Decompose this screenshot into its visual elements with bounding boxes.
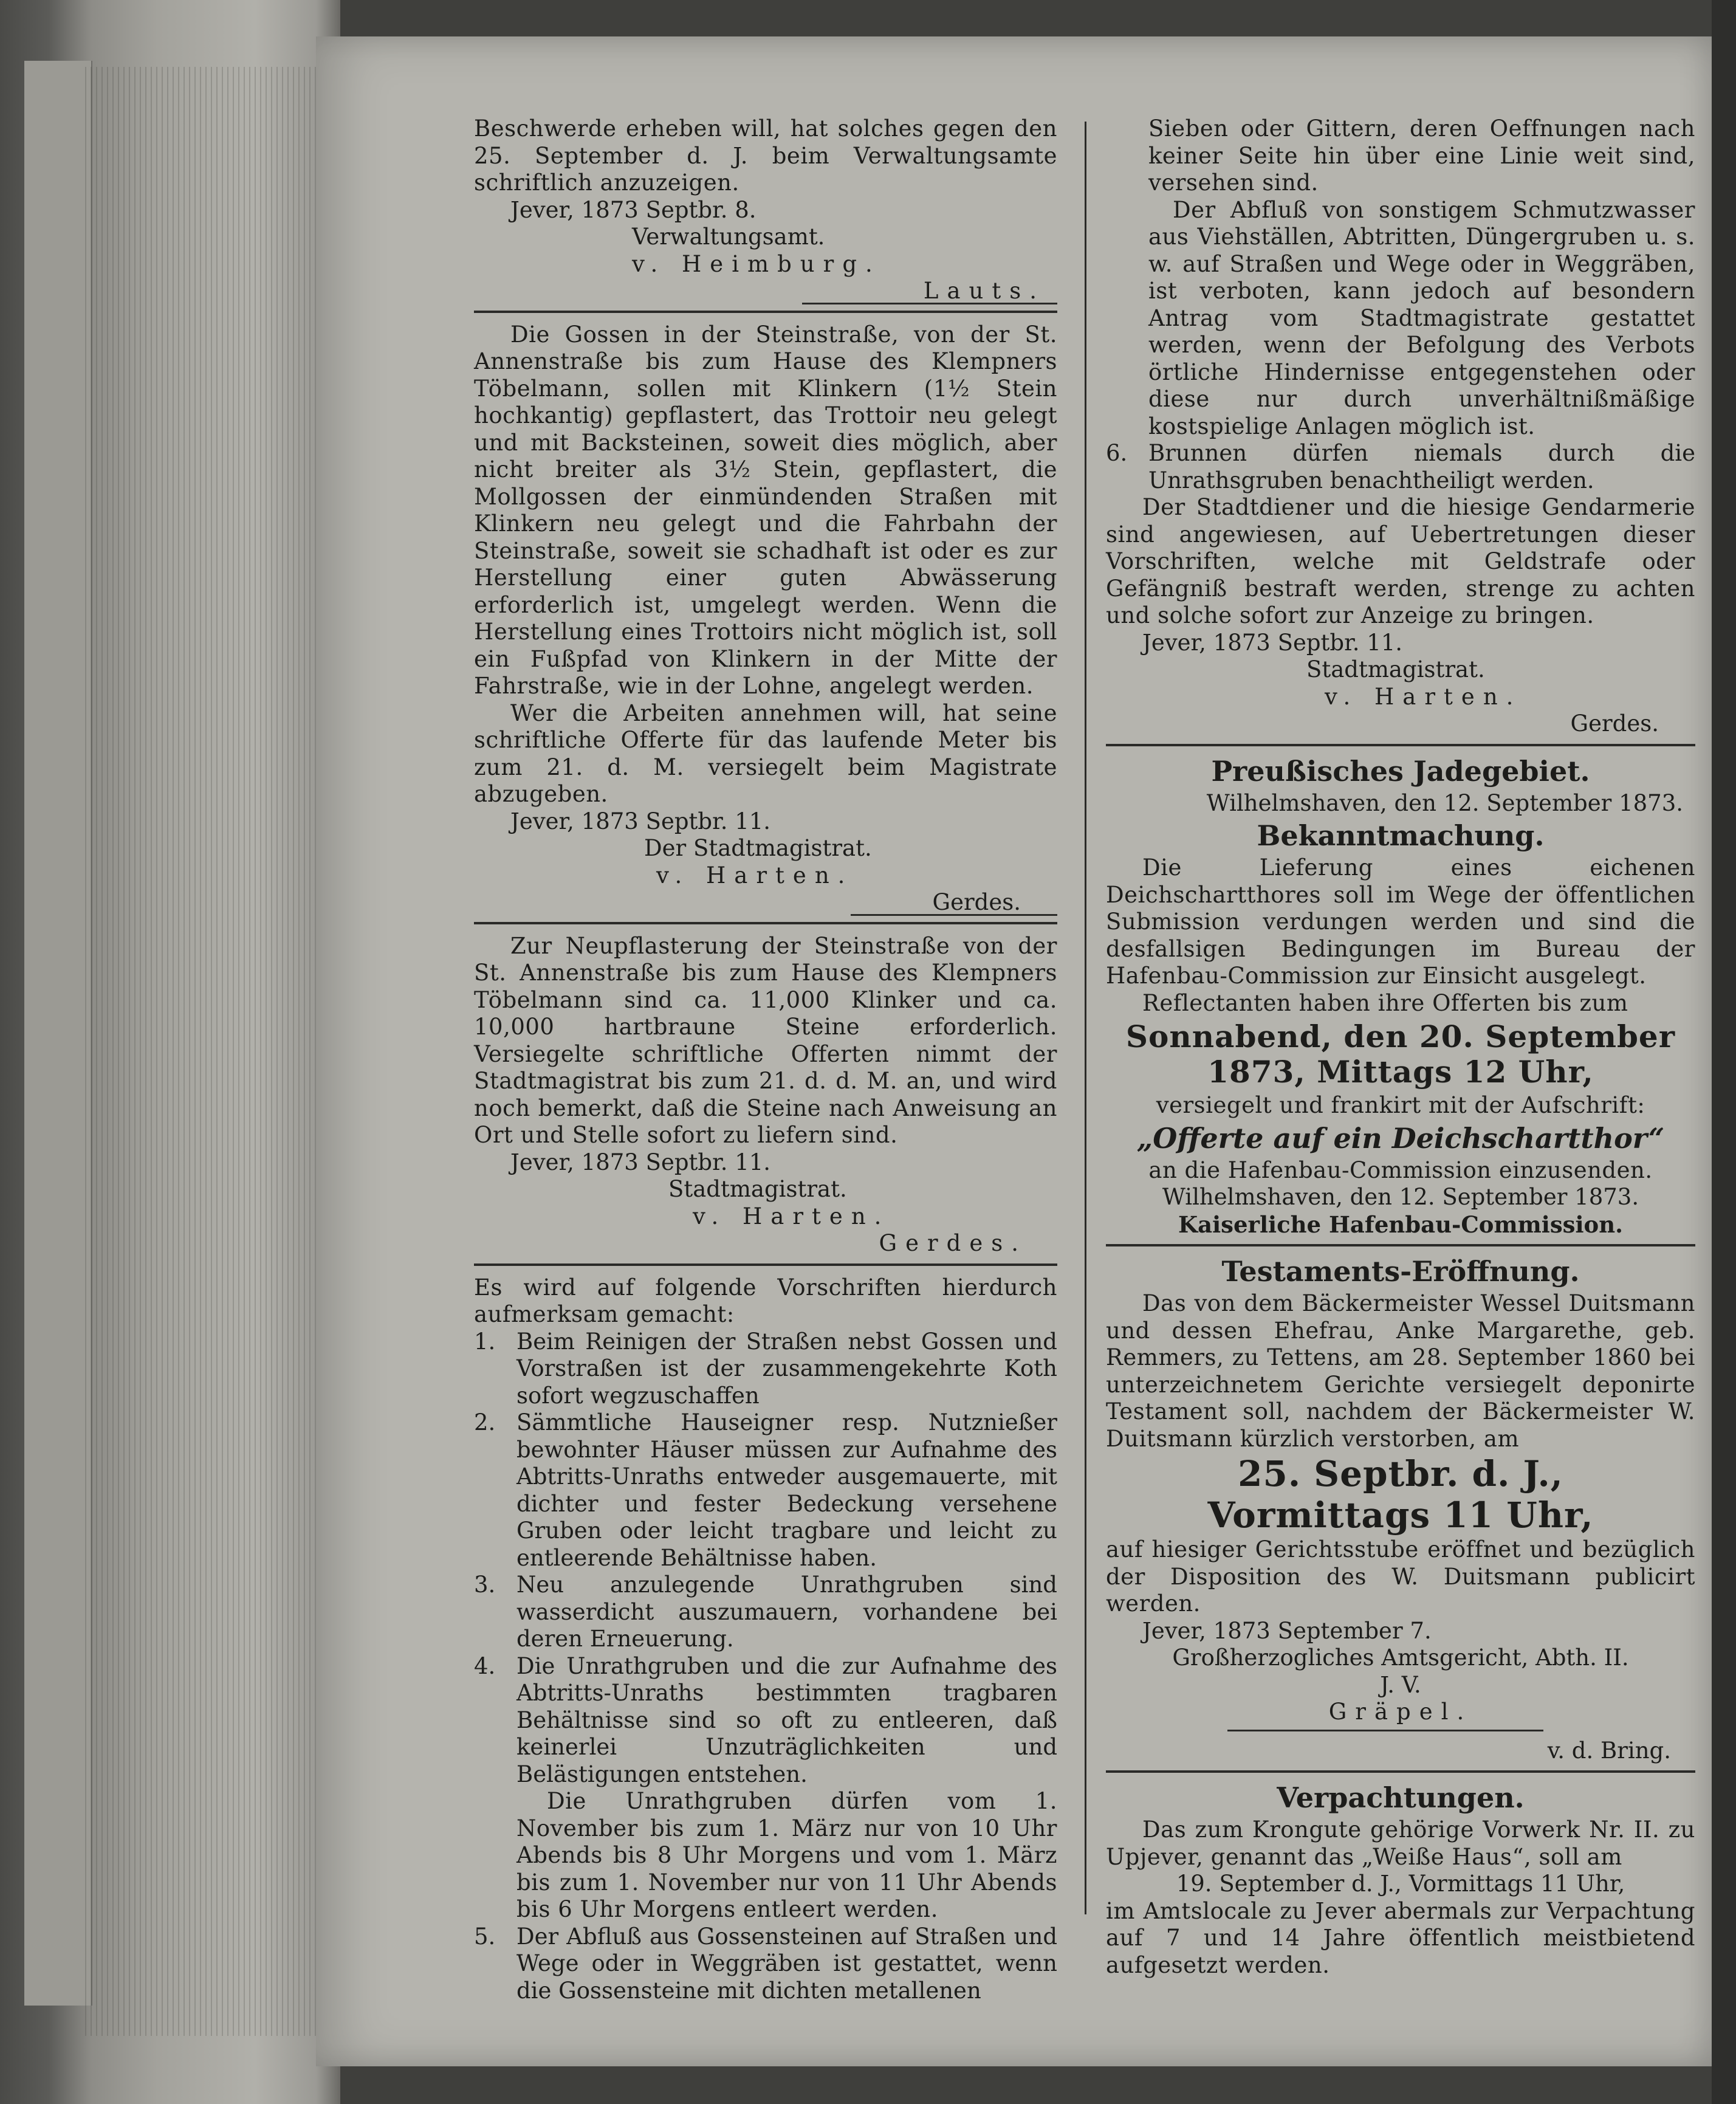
notice-1-text: Beschwerde erheben will, hat solches gegen den 25. September d. J. beim Verwaltungsamte schriftlich anzuzeigen.: [474, 115, 1057, 196]
notice-2-text-b: Wer die Arbeiten annehmen will, hat seine schriftliche Offerte für das laufende Meter bis zum 21. d. M. versiegelt beim Magistrate abzugeben.: [474, 700, 1057, 807]
testament-text-b: auf hiesiger Gerichtsstube eröffnet und bezüglich der Disposition des W. Duitsmann publicirt werden.: [1106, 1536, 1695, 1617]
item-text: Sämmtliche Hauseigner resp. Nutznießer bewohnter Häuser müssen zur Aufnahme des Abtritts-Unraths entweder ausgemauerte, mit dichter und fester Bedeckung versehene Gruben oder leicht tragbare und leicht zu entleerende Behältnisse haben.: [516, 1409, 1057, 1571]
verpachtungen-text-b: im Amtslocale zu Jever abermals zur Verpachtung auf 7 und 14 Jahre öffentlich meistbietend aufgesetzt werden.: [1106, 1897, 1695, 1978]
item-4-continuation: Die Unrathgruben dürfen vom 1. November bis zum 1. März nur von 10 Uhr Abends bis 8 Uhr Morgens und vom 1. März bis zum 1. November nur von 11 Uhr Abends bis 6 Uhr Morgens entleert werden.: [516, 1788, 1057, 1922]
testament-text: Das von dem Bäckermeister Wessel Duitsmann und dessen Ehefrau, Anke Margarethe, geb. Remmers, zu Tettens, am 28. September 1860 bei unterzeichnetem Gerichte versiegelt deponirte Testament soll, nachdem der Bäckermeister W. Duitsmann kürzlich verstorben, am: [1106, 1290, 1695, 1452]
notice-2-text: Die Gossen in der Steinstraße, von der St. Annenstraße bis zum Hause des Klempners Töbelmann, sollen mit Klinkern (1½ Stein hochkantig) gepflastert, das Trottoir neu gelegt und mit Backsteinen, soweit dies möglich, aber nicht breiter als 3½ Stein, gepflastert, die Mollgossen der einmündenden Straßen mit Klinkern neu gelegt und die Fahrbahn der Steinstraße, soweit sie schadhaft ist oder es zur Herstellung einer guten Abwässerung erforderlich ist, umgelegt werden. Wenn die Herstellung eines Trottoirs nicht möglich ist, soll ein Fußpfad von Klinkern in der Mitte der Fahrstraße, wie in der Lohne, angelegt werden.: [474, 321, 1057, 699]
item-text: Der Abfluß aus Gossensteinen auf Straßen und Wege oder in Weggräben ist gestattet, wenn die Gossensteine mit dichten metallenen: [516, 1923, 1057, 2004]
regulation-item: [1106, 440, 1695, 494]
notice-3-signature: v. Harten.: [693, 1203, 890, 1229]
item-number: 1.: [474, 1328, 496, 1355]
regulation-item: [474, 1653, 1057, 1789]
item-number: 5.: [474, 1923, 496, 1950]
item-text: Beim Reinigen der Straßen nebst Gossen und Vorstraßen ist der zusammengekehrte Koth sofort wegzuschaffen: [516, 1328, 1057, 1409]
notice-1-cosignature: Lauts.: [923, 278, 1045, 304]
verpachtungen-title: Verpachtungen.: [1277, 1781, 1525, 1814]
testament-iv: J. V.: [1380, 1671, 1421, 1698]
item-number: 6.: [1106, 440, 1128, 466]
regulation-signature: v. Harten.: [1325, 683, 1522, 710]
regulation-item: [474, 1924, 1057, 2005]
bekanntmachung-text-c: versiegelt und frankirt mit der Aufschrift:: [1156, 1092, 1645, 1118]
bekanntmachung-place-date: Wilhelmshaven, den 12. September 1873.: [1162, 1184, 1639, 1210]
right-column: [1106, 115, 1695, 1979]
section-divider: [474, 922, 1057, 924]
jadegebiet-heading: Preußisches Jadegebiet.: [1211, 754, 1590, 788]
notice-2-signature: v. Harten.: [656, 862, 854, 889]
jadegebiet-place-date: Wilhelmshaven, den 12. September 1873.: [1206, 789, 1683, 816]
section-divider: [474, 1263, 1057, 1266]
bekanntmachung-title: Bekanntmachung.: [1257, 819, 1545, 852]
item-number: 2.: [474, 1409, 496, 1435]
item-text: Neu anzulegende Unrathgruben sind wasserdicht auszumauern, vorhandene bei deren Erneuerung.: [516, 1572, 1057, 1652]
testament-cosignature: v. d. Bring.: [1547, 1737, 1671, 1764]
testament-office: Großherzogliches Amtsgericht, Abth. II.: [1172, 1645, 1629, 1671]
notice-2-office: Der Stadtmagistrat.: [644, 835, 872, 861]
testament-signature: Gräpel.: [1328, 1699, 1473, 1725]
regulation-closing: Der Stadtdiener und die hiesige Gendarmerie sind angewiesen, auf Uebertretungen dieser Vorschriften, welche mit Geldstrafe oder Gefängniß bestraft werden, strenge zu achten und solche sofort zur Anzeige zu bringen.: [1106, 494, 1695, 628]
regulation-cosignature: Gerdes.: [1570, 710, 1659, 737]
notice-1-signature: v. Heimburg.: [632, 250, 881, 277]
section-divider: [474, 311, 1057, 313]
notice-2-date: Jever, 1873 Septbr. 11.: [510, 808, 771, 834]
testament-time-bold: Vormittags 11 Uhr,: [1207, 1494, 1594, 1536]
testament-date-bold: 25. Septbr. d. J.,: [1238, 1453, 1563, 1494]
verpachtungen-date: 19. September d. J., Vormittags 11 Uhr,: [1176, 1871, 1625, 1897]
item-number: 3.: [474, 1572, 496, 1598]
item-text: Die Unrathgruben und die zur Aufnahme des Abtritts-Unraths bestimmten tragbaren Behältnisse sind so oft zu entleeren, daß keinerlei Unzuträglichkeiten und Belästigungen entstehen.: [516, 1652, 1057, 1787]
column-divider: [1085, 122, 1086, 1914]
regulation-date: Jever, 1873 Septbr. 11.: [1142, 629, 1403, 656]
bekanntmachung-text-d: an die Hafenbau-Commission einzusenden.: [1148, 1157, 1653, 1183]
inscription-bold: „Offerte auf ein Deichschartthor“: [1136, 1121, 1665, 1155]
left-column: [474, 115, 1057, 2004]
notice-3-cosignature: Gerdes.: [879, 1230, 1027, 1256]
regulation-item: [474, 1409, 1057, 1572]
regulation-5-continuation: Sieben oder Gittern, deren Oeffnungen nach keiner Seite hin über eine Linie weit sind, versehen sind.: [1148, 115, 1695, 196]
scan-border: [1712, 0, 1736, 2104]
section-divider: [1106, 744, 1695, 746]
item-text: Brunnen dürfen niemals durch die Unrathsgruben benachtheiligt werden.: [1148, 440, 1695, 493]
bekanntmachung-text-b: Reflectanten haben ihre Offerten bis zum: [1142, 989, 1628, 1016]
notice-3-text: Zur Neupflasterung der Steinstraße von der St. Annenstraße bis zum Hause des Klempners Töbelmann sind ca. 11,000 Klinker und ca. 10,000 hartbraune Steine erforderlich. Versiegelte schriftliche Offerten nimmt der Stadtmagistrat bis zum 21. d. d. M. an, und wird noch bemerkt, daß die Steine nach Anweisung an Ort und Stelle sofort zu liefern sind.: [474, 932, 1057, 1148]
bekanntmachung-text: Die Lieferung eines eichenen Deichschartthores soll im Wege der öffentlichen Submission verdungen werden und sind die desfallsigen Bedingungen im Bureau der Hafenbau-Commission zur Einsicht ausgelegt.: [1106, 854, 1695, 989]
notice-4-intro: Es wird auf folgende Vorschriften hierdurch aufmerksam gemacht:: [474, 1274, 1057, 1327]
notice-1-date: Jever, 1873 Septbr. 8.: [510, 196, 756, 223]
bekanntmachung-office: Kaiserliche Hafenbau-Commission.: [1178, 1211, 1624, 1238]
book-page-edges: [0, 0, 340, 2104]
regulation-item: [474, 1329, 1057, 1410]
regulation-item: [474, 1572, 1057, 1653]
testament-date: Jever, 1873 September 7.: [1142, 1617, 1432, 1644]
notice-2-cosignature: Gerdes.: [932, 889, 1021, 915]
section-divider: [1106, 1770, 1695, 1773]
notice-1-office: Verwaltungsamt.: [632, 224, 825, 250]
notice-3-date: Jever, 1873 Septbr. 11.: [510, 1149, 771, 1175]
book-spine-edge: [24, 61, 92, 2006]
notice-3-office: Stadtmagistrat.: [668, 1176, 847, 1202]
deadline-bold: Sonnabend, den 20. September 1873, Mittags 12 Uhr,: [1125, 1019, 1676, 1090]
signature-rule: [1227, 1730, 1543, 1731]
regulation-5-text-b: Der Abfluß von sonstigem Schmutzwasser aus Viehställen, Abtritten, Düngergruben u. s. w. auf Straßen und Wege oder in Weggräben, ist verboten, kann jedoch auf besondern Antrag vom Stadtmagistrate gestattet werden, wenn der Befolgung des Verbots örtliche Hindernisse entgegenstehen oder diese nur durch unverhältnißmäßige kostspielige Anlagen möglich ist.: [1148, 196, 1695, 439]
testament-title: Testaments-Eröffnung.: [1221, 1255, 1580, 1288]
regulation-office: Stadtmagistrat.: [1306, 656, 1485, 682]
stacked-pages: [85, 67, 328, 2036]
verpachtungen-text: Das zum Krongute gehörige Vorwerk Nr. II. zu Upjever, genannt das „Weiße Haus“, soll am: [1106, 1817, 1695, 1870]
section-divider: [1106, 1244, 1695, 1246]
item-number: 4.: [474, 1652, 496, 1679]
